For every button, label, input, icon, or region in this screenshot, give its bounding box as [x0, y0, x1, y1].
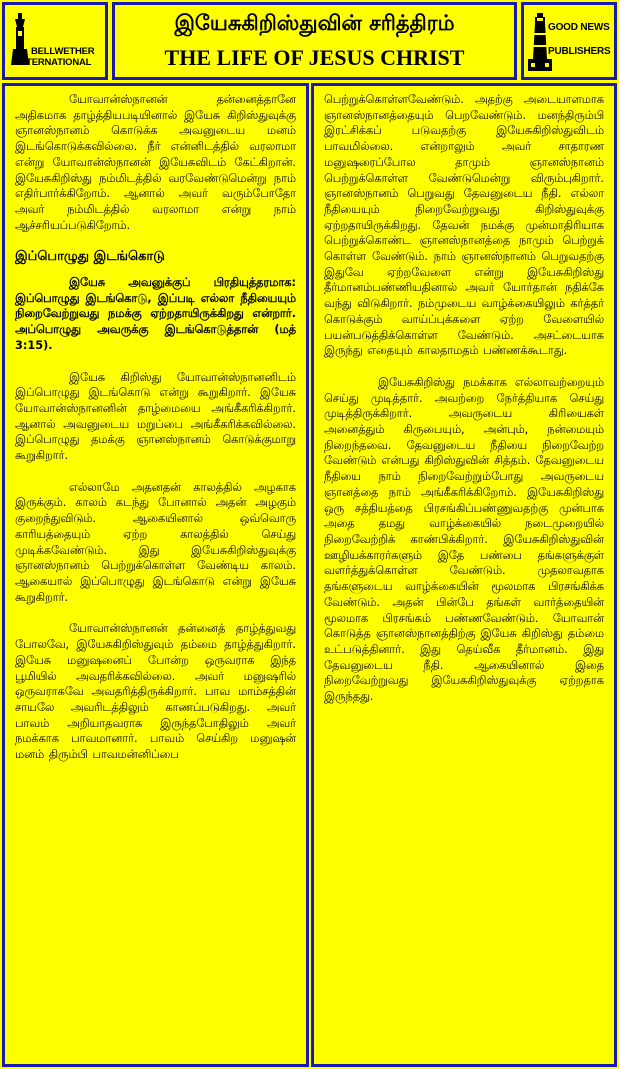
left-paragraph-3: எல்லாமே அதனதன் காலத்தில் அழகாக இருக்கும். காலம் கடந்து போனால் அதன் அழகும் குறைந்துவிடும். ஆகையினால் ஒவ்வொரு காரியத்தையும் ஏற்ற காலத்தில் செய்து முடிக்கவேண்டும். இது இயேசுகிறிஸ்துவுக்கு ஞானஸ்நானம் பெற்றுக்கொள்ள வேண்டிய காலம். ஆகையால் இப்பொழுது இடங்கொடு என்று இயேசு கூறுகிறார். — [15, 480, 296, 604]
title-tamil: இயேசுகிறிஸ்துவின் சரித்திரம் — [174, 11, 455, 35]
title-english: THE LIFE OF JESUS CHRIST — [164, 45, 465, 70]
good-news-publishers-logo-icon — [528, 13, 618, 73]
good-news-logo-box — [521, 2, 617, 80]
good-news-logo-text-1: GOOD NEWS — [548, 22, 610, 33]
scripture-quote: இயேசு அவனுக்குப் பிரதியுத்தரமாக: இப்பொழுது இடங்கொடு, இப்படி எல்லா நீதியையும் நிறைவேற்றுவது நமக்கு ஏற்றதாயிருக்கிறது என்றார். அப்பொழுது அவருக்கு இடங்கொடுத்தான் (மத் 3:15). — [15, 276, 296, 352]
good-news-logo-text-2: PUBLISHERS — [548, 46, 611, 57]
right-paragraph-1: பெற்றுக்கொள்ளவேண்டும். அதற்கு அடையாளமாக ஞானஸ்நானத்தையும் பெறவேண்டும். மனந்திரும்பி இரட்சிக்கப் படுவதற்கு இயேசுகிறிஸ்துவிடம் பாவமில்லை. என்றாலும் அவர் சாதாரண மனுஷரைப்போல தாமும் ஞானஸ்நானம் பெற்றுக்கொள்ள வேண்டுமென்று விரும்புகிறார். ஞானஸ்நானம் பெறுவது தேவனுடைய நீதி. எல்லா நீதியையும் நிறைவேற்றுவது கிறிஸ்துவுக்கு ஏற்றதாயிருக்கிறது. தேவன் நமக்கு முன்மாதிரியாக பெற்றுக்கொண்ட ஞானஸ்நானத்தை நாமும் பெற்றுக் கொள்ள வேண்டும். நாம் ஞானஸ்நானம் பெறுவதற்கு இதுவே ஏற்றவேளை என்று இயேசுகிறிஸ்து தீர்மானம்பண்ணியதினால் அவர் யோர்தான் நதிக்கே வந்து விடுகிறார். நம்முடைய வாழ்க்கையிலும் கர்த்தர் கொடுக்கும் வாய்ப்புக்களை ஏற்ற வேளையில் பயன்படுத்திக்கொள்ள வேண்டும். அசட்டையாக இருந்து எதையும் காலதாமதம் பண்ணக்கூடாது. — [324, 93, 604, 358]
bellwether-logo-box — [2, 2, 108, 80]
bellwether-logo-text-1: BELLWETHER — [31, 46, 95, 57]
left-paragraph-4: யோவான்ஸ்நானன் தன்னைத் தாழ்த்துவது போலவே, இயேசுகிறிஸ்துவும் தம்மை தாழ்த்துகிறார். இயேசு மனுஷனைப் போன்ற ஒருவராக இந்த பூமியில் அவதரிக்கவில்லை. அவர் மனுஷரில் ஒருவராகவே அவதரித்திருக்கிறார். பாவ மாம்சத்தின் சாயலே அவரிடத்திலும் காணப்படுகிறது. அவர் பாவம் அறியாதவராக இருந்தபோதிலும் அவர் நமக்காக பாவமானார். பாவம் செய்கிற மனுஷன் மனம் திரும்பி பாவமன்னிப்பை — [15, 622, 296, 762]
section-heading: இப்பொழுது இடங்கொடு — [15, 249, 165, 265]
right-paragraph-2: இயேசுகிறிஸ்து நமக்காக எல்லாவற்றையும் செய்து முடித்தார். அவற்றை நேர்த்தியாக செய்து முடித்திருக்கிறார். அவருடைய கிரியைகள் அனைத்தும் கிருபையும், அன்பும், நன்மையும் நிறைந்தவை. தேவனுடைய நீதியை நிறைவேற்ற வேண்டும் என்பது கிறிஸ்துவின் சித்தம். தேவனுடைய நீதியை நாம் நிறைவேற்றும்போது அவருடைய ஞானத்தை நாம் அங்கீகரிக்கிறோம். இயேசுகிறிஸ்து ஒரு சத்தியத்தை பிரசங்கிப்பண்ணுவதற்கு முன்பாக அதை தமது வாழ்க்கையில் நடைமுறையில் நிறைவேற்றிக் காண்பிக்கிறார். இயேசுகிறிஸ்துவின் ஊழியக்காரர்களும் இதே பண்பை தங்களுக்குள் வளர்த்துக்கொள்ள வேண்டும். முதலாவதாக தங்களுடைய வாழ்க்கையின் மூலமாக பிரசங்கிக்க வேண்டும். அதன் பின்பே தங்கள் வார்த்தையின் மூலமாக பிரசங்கம் பண்ணவேண்டும். யோவான் கொடுத்த ஞானஸ்நானத்திற்கு இயேசு கிறிஸ்து தம்மை உட்படுத்தினார். இது தெய்வீக தீர்மானம். இது தேவனுடைய நீதி. ஆகையினால் இதை நிறைவேற்றுவது இயேசுகிறிஸ்துவுக்கு ஏற்றதாக இருந்தது. — [324, 375, 604, 704]
left-column — [2, 83, 309, 1067]
right-column — [311, 83, 617, 1067]
left-paragraph-1: யோவான்ஸ்நானன் தன்னைத்தானே அதிகமாக தாழ்த்தியபடியினால் இயேசு கிறிஸ்துவுக்கு ஞானஸ்நானம் கொடுக்க அவனுடைய மனம் இடங்கொடுக்கவில்லை. நீர் என்னிடத்தில் வரலாமா என்று யோவான்ஸ்நானன் இயேசுவிடம் கேட்கிறான். இயேசுகிறிஸ்து நம்மிடத்தில் வரவேண்டுமென்று நாம் எதிர்பார்க்கிறோம். ஆனால் அவர் வரும்போதோ அவர் நம்மிடத்தில் வரலாமா என்று நாம் ஆச்சரியப்படுகிறோம். — [15, 93, 296, 232]
title-box — [112, 2, 517, 80]
bellwether-logo-icon — [11, 13, 101, 73]
bellwether-logo-text-2: INTERNATIONAL — [17, 57, 92, 68]
left-paragraph-2: இயேசு கிறிஸ்து யோவான்ஸ்நானனிடம் இப்பொழுது இடங்கொடு என்று கூறுகிறார். இயேசு யோவான்ஸ்நானனின் தாழ்மையை அங்கீகரிக்கிறார். ஆனால் அவனுடைய மறுப்பை அங்கீகரிக்கவில்லை. இப்பொழுது தமக்கு ஞானஸ்நானம் கொடுக்குமாறு கூறுகிறார். — [15, 370, 296, 463]
